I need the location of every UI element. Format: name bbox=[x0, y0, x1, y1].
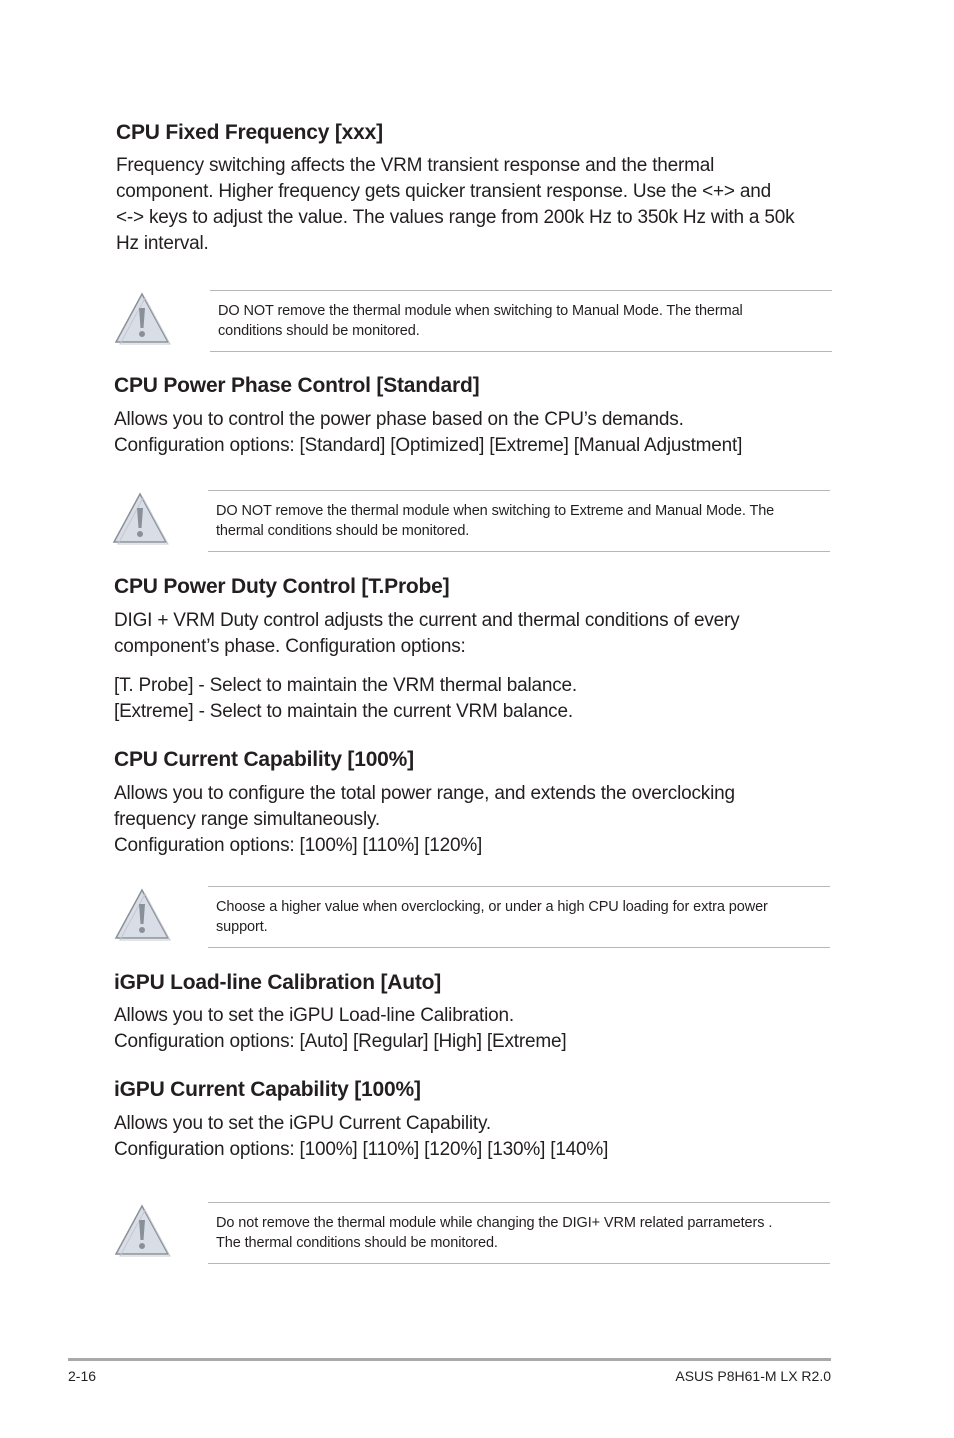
body-line: Allows you to configure the total power range, and extends the overclocking bbox=[114, 783, 735, 804]
note-box bbox=[210, 290, 832, 352]
note-text bbox=[216, 501, 820, 541]
option-line: [Extreme] - Select to maintain the current VRM balance. bbox=[114, 701, 573, 722]
body-line: Hz interval. bbox=[116, 233, 209, 254]
caution-note bbox=[112, 290, 832, 352]
body-line: Configuration options: [Auto] [Regular] [High] [Extreme] bbox=[114, 1031, 567, 1052]
note-line: The thermal conditions should be monitored. bbox=[216, 1235, 498, 1251]
body-line: Configuration options: [100%] [110%] [120%] bbox=[114, 835, 483, 856]
option-line: [T. Probe] - Select to maintain the VRM thermal balance. bbox=[114, 675, 577, 696]
note-box bbox=[208, 1202, 830, 1264]
body-line: frequency range simultaneously. bbox=[114, 809, 380, 830]
body-line: Configuration options: [100%] [110%] [120%] [130%] [140%] bbox=[114, 1139, 609, 1160]
caution-note bbox=[112, 1202, 830, 1264]
note-line: conditions should be monitored. bbox=[218, 323, 420, 339]
section-body bbox=[114, 608, 834, 660]
note-line: thermal conditions should be monitored. bbox=[216, 523, 470, 539]
body-line: DIGI + VRM Duty control adjusts the current and thermal conditions of every bbox=[114, 610, 740, 631]
warning-icon bbox=[110, 490, 170, 548]
warning-icon bbox=[112, 886, 172, 944]
note-box bbox=[208, 490, 830, 552]
section-heading: CPU Power Duty Control [T.Probe] bbox=[114, 575, 450, 598]
body-line: Allows you to control the power phase based on the CPU’s demands. bbox=[114, 409, 684, 430]
section-igpu-current-capability bbox=[114, 1077, 834, 1163]
section-body bbox=[114, 1111, 834, 1163]
body-line: <-> keys to adjust the value. The values range from 200k Hz to 350k Hz with a 50k bbox=[116, 207, 795, 228]
caution-note bbox=[110, 490, 830, 552]
note-box bbox=[208, 886, 830, 948]
section-body bbox=[114, 781, 834, 859]
note-text bbox=[218, 301, 822, 341]
section-cpu-power-phase-control bbox=[114, 373, 834, 459]
note-line: DO NOT remove the thermal module when switching to Extreme and Manual Mode. The bbox=[216, 503, 775, 519]
body-line: Allows you to set the iGPU Load-line Calibration. bbox=[114, 1005, 514, 1026]
footer-divider bbox=[68, 1358, 831, 1361]
body-line: Configuration options: [Standard] [Optimized] [Extreme] [Manual Adjustment] bbox=[114, 435, 743, 456]
section-heading: iGPU Current Capability [100%] bbox=[114, 1078, 421, 1101]
section-heading: CPU Power Phase Control [Standard] bbox=[114, 374, 480, 397]
warning-icon bbox=[112, 290, 172, 348]
body-line: component’s phase. Configuration options: bbox=[114, 636, 466, 657]
body-line: Frequency switching affects the VRM transient response and the thermal bbox=[116, 155, 715, 176]
section-options bbox=[114, 673, 834, 725]
caution-note bbox=[112, 886, 830, 948]
section-heading: CPU Current Capability [100%] bbox=[114, 748, 414, 771]
note-line: Choose a higher value when overclocking, or under a high CPU loading for extra power bbox=[216, 899, 768, 915]
page-number: 2-16 bbox=[68, 1368, 97, 1384]
note-line: Do not remove the thermal module while changing the DIGI+ VRM related parrameters . bbox=[216, 1215, 773, 1231]
section-heading: CPU Fixed Frequency [xxx] bbox=[116, 121, 383, 144]
section-cpu-fixed-frequency bbox=[116, 120, 836, 257]
section-body bbox=[116, 153, 836, 257]
note-line: DO NOT remove the thermal module when switching to Manual Mode. The thermal bbox=[218, 303, 743, 319]
note-line: support. bbox=[216, 919, 268, 935]
warning-icon bbox=[112, 1202, 172, 1260]
section-body bbox=[114, 407, 834, 459]
note-text bbox=[216, 1213, 820, 1253]
section-heading: iGPU Load-line Calibration [Auto] bbox=[114, 971, 442, 994]
section-cpu-power-duty-control bbox=[114, 574, 834, 725]
product-name: ASUS P8H61-M LX R2.0 bbox=[675, 1368, 831, 1384]
section-body bbox=[114, 1003, 834, 1055]
note-text bbox=[216, 897, 820, 937]
body-line: Allows you to set the iGPU Current Capability. bbox=[114, 1113, 491, 1134]
body-line: component. Higher frequency gets quicker transient response. Use the <+> and bbox=[116, 181, 771, 202]
section-igpu-load-line-calibration bbox=[114, 970, 834, 1055]
section-cpu-current-capability bbox=[114, 747, 834, 859]
